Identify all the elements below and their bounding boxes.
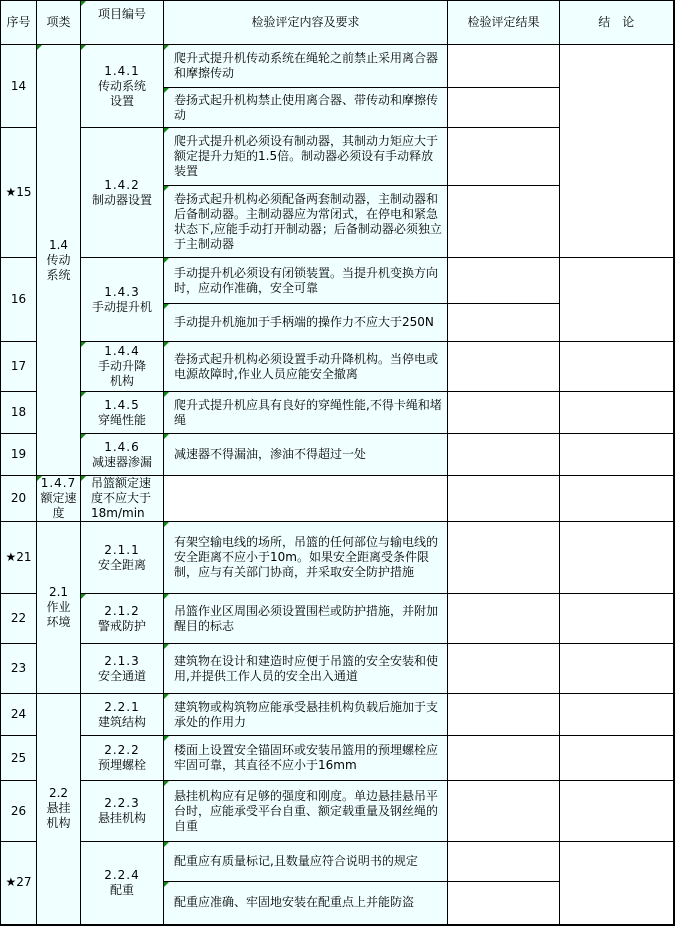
star-icon: ★ [5,875,17,890]
category-name: 系统 [46,267,71,282]
requirement-cell: 建筑物或构筑物应能承受悬挂机构负载后施加于支承处的作用力 [164,694,448,736]
table-row-26 [1,781,674,842]
category-name: 传动 [46,252,71,267]
requirement-cell: 楼面上设置安全锚固环或安装吊篮用的预埋螺栓应牢固可靠，其直径不应小于16mm [164,736,448,781]
header-result: 检验评定结果 [448,1,560,45]
table-row-22 [1,594,674,644]
result-input-cell[interactable] [448,594,560,644]
result-input-cell[interactable] [448,842,560,882]
requirement-cell: 手动提升机必须设有闭锁装置。当提升机变换方向时，应动作准确，安全可靠 [164,258,448,304]
item-code-cell: 2.2.3 悬挂机构 [81,781,164,842]
star-icon: ★ [5,185,17,199]
category-cell-1-4 [37,45,81,476]
seq-cell: 22 [1,594,37,644]
requirement-cell: 手动提升机施加于手柄端的操作力不应大于250N [164,304,448,342]
header-seq: 序号 [1,1,37,45]
conclusion-input-cell[interactable] [560,644,674,694]
result-input-cell[interactable] [448,304,560,342]
requirement-cell: 减速器不得漏油，渗油不得超过一处 [164,434,448,476]
result-input-cell[interactable] [448,781,560,842]
table-row-21 [1,522,674,594]
conclusion-input-cell[interactable] [560,392,674,434]
item-code-cell: 1.4.4 手动升降 机构 [81,342,164,392]
result-input-cell[interactable] [448,434,560,476]
item-code-cell: 2.1.1 安全距离 [81,522,164,594]
category-cell-2-2 [37,694,81,925]
seq-cell: 18 [1,392,37,434]
star-icon: ★ [5,550,17,564]
requirement-cell: 卷扬式起升机构必须配备两套制动器，主制动器和后备制动器。主制动器应为常闭式，在停电和紧急状态下,应能手动打开制动器；后备制动器必须独立于主制动器 [164,186,448,258]
result-input-cell[interactable] [448,882,560,925]
result-input-cell[interactable] [448,694,560,736]
item-code-cell: 2.1.3 安全通道 [81,644,164,694]
result-input-cell[interactable] [448,522,560,594]
conclusion-input-cell[interactable] [560,45,674,258]
seq-cell: 16 [1,258,37,342]
conclusion-input-cell[interactable] [560,736,674,781]
header-row [1,1,674,45]
seq-cell: ★15 [1,128,37,258]
table-row-24 [1,694,674,736]
requirement-cell: 爬升式提升机传动系统在绳轮之前禁止采用离合器和摩擦传动 [164,45,448,88]
table-row-27 [1,842,674,882]
conclusion-input-cell[interactable] [560,522,674,594]
category-name: 机构 [46,816,71,831]
conclusion-input-cell[interactable] [560,594,674,644]
table-row-23 [1,644,674,694]
table-row-16 [1,258,674,304]
conclusion-input-cell[interactable] [560,434,674,476]
seq-cell: 25 [1,736,37,781]
result-input-cell[interactable] [448,45,560,88]
requirement-cell: 吊篮额定速度不应大于18m/min [81,476,164,522]
seq-cell: 24 [1,694,37,736]
item-code-cell: 2.2.2 预埋螺栓 [81,736,164,781]
item-code-cell: 2.2.1 建筑结构 [81,694,164,736]
item-code-cell: 2.1.2 警戒防护 [81,594,164,644]
category-code: 2.2 [48,786,69,801]
table-row-18 [1,392,674,434]
item-code-cell: 1.4.2 制动器设置 [81,128,164,258]
category-code: 1.4 [48,237,69,252]
conclusion-input-cell[interactable] [560,342,674,392]
requirement-cell: 配重应有质量标记,且数量应符合说明书的规定 [164,842,448,882]
table-row-19 [1,434,674,476]
result-input-cell[interactable] [448,128,560,186]
requirement-cell: 卷扬式起升机构禁止使用离合器、带传动和摩擦传动 [164,88,448,128]
header-requirements: 检验评定内容及要求 [164,1,448,45]
requirement-cell: 悬挂机构应有足够的强度和刚度。单边悬挂悬吊平台时，应能承受平台自重、额定载重量及钢丝绳的自重 [164,781,448,842]
seq-cell: 23 [1,644,37,694]
result-input-cell[interactable] [448,392,560,434]
header-item-code: 项目编号 [81,1,164,45]
result-input-cell[interactable] [448,88,560,128]
result-input-cell[interactable] [448,644,560,694]
conclusion-input-cell[interactable] [560,258,674,342]
result-input-cell[interactable] [448,258,560,304]
result-input-cell[interactable] [448,342,560,392]
seq-cell: ★27 [1,842,37,925]
table-row-14 [1,45,674,88]
category-cell-2-1 [37,522,81,694]
item-code-cell: 1.4.1 传动系统 设置 [81,45,164,128]
table-row-17 [1,342,674,392]
conclusion-input-cell[interactable] [560,781,674,842]
table-row-25 [1,736,674,781]
result-input-cell[interactable] [164,476,448,522]
category-name: 环境 [46,615,71,629]
item-code-cell: 1.4.3 手动提升机 [81,258,164,342]
item-code-cell: 2.2.4 配重 [81,842,164,925]
seq-cell: 14 [1,45,37,128]
item-code-cell: 1.4.5 穿绳性能 [81,392,164,434]
table-row-20 [1,476,674,522]
requirement-cell: 吊篮作业区周围必须设置围栏或防护措施，并附加醒目的标志 [164,594,448,644]
result-input-cell[interactable] [448,186,560,258]
category-code: 2.1 [48,585,69,599]
item-code-cell: 1.4.7 额定速度 [37,476,81,522]
requirement-cell: 配重应准确、牢固地安装在配重点上并能防盗 [164,882,448,925]
requirement-cell: 爬升式提升机必须设有制动器，其制动力矩应大于额定提升力矩的1.5倍。制动器必须设有手动释放装置 [164,128,448,186]
requirement-cell: 有架空输电线的场所，吊篮的任何部位与输电线的安全距离不应小于10m。如果安全距离受条件限制，应与有关部门协商，并采取安全防护措施 [164,522,448,594]
header-conclusion: 结 论 [560,1,674,45]
seq-cell: 19 [1,434,37,476]
conclusion-input-cell[interactable] [560,842,674,925]
seq-cell: 20 [1,476,37,522]
header-category: 项类 [37,1,81,45]
conclusion-input-cell[interactable] [560,694,674,736]
requirement-cell: 建筑物在设计和建造时应便于吊篮的安全安装和使用,并提供工作人员的安全出入通道 [164,644,448,694]
item-code-cell: 1.4.6 减速器渗漏 [81,434,164,476]
conclusion-input-cell[interactable] [448,476,560,522]
seq-cell: ★21 [1,522,37,594]
requirement-cell: 卷扬式起升机构必须设置手动升降机构。当停电或电源故障时,作业人员应能安全撤离 [164,342,448,392]
result-input-cell[interactable] [448,736,560,781]
seq-cell: 26 [1,781,37,842]
category-name: 悬挂 [46,801,71,816]
seq-cell: 17 [1,342,37,392]
requirement-cell: 爬升式提升机应具有良好的穿绳性能,不得卡绳和堵绳 [164,392,448,434]
category-name: 作业 [46,600,71,614]
